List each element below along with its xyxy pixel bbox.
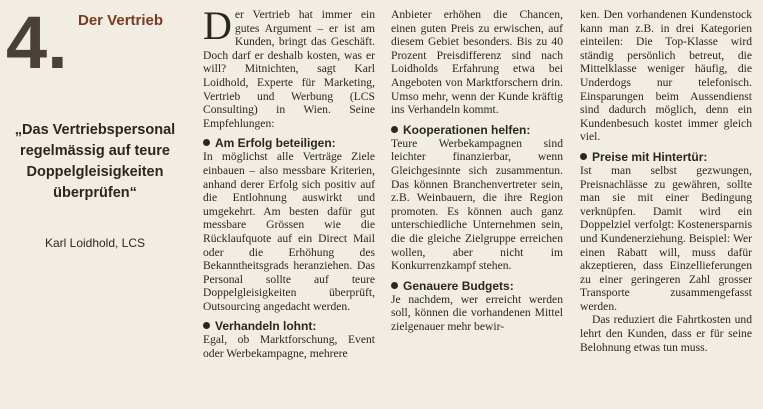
quote-author: Karl Loidhold, LCS	[44, 236, 146, 250]
paragraph-preise: Ist man selbst gezwungen, Preisnachlässe zu gewähren, sollte man sie mit einer Bedingung verknüpfen. Damit wird ein Doppelziel verfolgt: Kostenersparnis und Kundenerziehung. Beispiel: Wer einen Rabatt will, muss dafür akzeptieren, dass Einzellieferungen zu einer geringeren Zahl grosser Transporte zusammengefasst werden.	[580, 163, 752, 313]
paragraph-closing: Das reduziert die Fahrtkosten und lehrt den Kunden, dass er für seine Belohnung etwas tun muss.	[580, 313, 752, 354]
intro-text: er Vertrieb hat immer ein gutes Argument – er ist am Kunden, bringt das Geschäft. Doch darf er deshalb kosten, was er will? Mitnichten, sagt Karl Loidhold, Experte für Marketing, Vertrieb und Werbung (LCS Consulting) in Wien. Seine Empfehlungen:	[203, 8, 375, 130]
paragraph-budgets: Je nachdem, wer erreicht werden soll, können die vorhandenen Mittel zielgenauer mehr bewir-	[391, 292, 563, 333]
subheading-verhandeln: Verhandeln lohnt:	[203, 319, 375, 333]
article-column-1	[203, 3, 375, 361]
pull-quote: „Das Vertriebspersonal regelmässig auf teure Doppelgleisigkeiten überprüfen“	[14, 122, 176, 201]
paragraph-kundenstock: ken. Den vorhandenen Kundenstock kann man z.B. in drei Kategorien einteilen: Die Top-Klasse wird ständig persönlich betreut, die Mittelklasse weniger häufig, die Underdogs nur telefonisch. Einsparungen beim Aussendienst sind dadurch möglich, denn ein Kundenbesuch kostet immer gleich viel.	[580, 8, 752, 144]
subheading-erfolg: Am Erfolg beteiligen:	[203, 136, 375, 150]
article-column-3	[580, 8, 752, 354]
paragraph-kooperationen: Teure Werbekampagnen sind leichter finanzierbar, wenn Gleichgesinnte sich zusammentun. Das können Branchenvertreter sein, z.B. Weinbauern, die ihre Region promoten. Es können auch ganz unterschiedliche Unternehmen sein, die die gleiche Zielgruppe erreichen wollen, aber nicht im Konkurrenzkampf stehen.	[391, 136, 563, 273]
intro-paragraph	[203, 3, 375, 130]
paragraph-anbieter: Anbieter erhöhen die Chancen, einen guten Preis zu erwischen, auf diesem Gebiet besonders. Bis zu 40 Prozent Preisdifferenz sind nach Loidholds Erfahrung etwa bei Angeboten von Marktforschern drin. Umso mehr, wenn der Kunde kräftig ins Verhandeln kommt.	[391, 8, 563, 117]
paragraph-verhandeln: Egal, ob Marktforschung, Event oder Werbekampagne, mehrere	[203, 333, 375, 361]
subheading-kooperationen: Kooperationen helfen:	[391, 123, 563, 137]
section-title: Der Vertrieb	[78, 12, 164, 29]
subheading-budgets: Genauere Budgets:	[391, 279, 563, 293]
drop-cap: D	[203, 3, 232, 48]
subheading-preise: Preise mit Hintertür:	[580, 150, 752, 164]
section-number: 4.	[6, 1, 68, 84]
article-column-2	[391, 8, 563, 333]
paragraph-erfolg: In möglichst alle Verträge Ziele einbauen – also messbare Kriterien, anhand derer Erfolg sich positiv auf die Entlohnung auswirkt und umgekehrt. Am besten dafür gut messbare Grössen wie die Rücklaufquote auf ein Direct Mail oder die Erhöhung des Bekanntheitsgrads heranziehen. Das Personal sollte auf teure Doppelgleisigkeiten überprüft, Outsourcing angedacht werden.	[203, 150, 375, 313]
